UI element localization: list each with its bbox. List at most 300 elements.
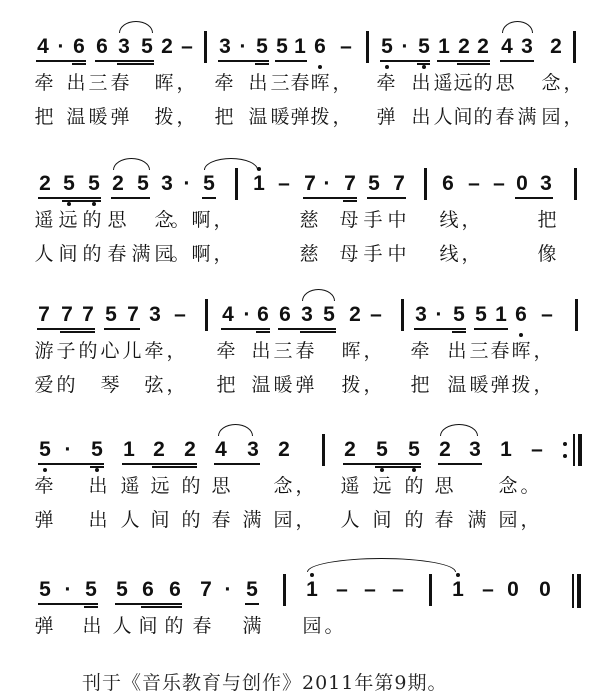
lyric-verse-1: ， [295, 475, 315, 497]
slur-arc [113, 158, 150, 170]
lyric-verse-2: 琴 [100, 374, 120, 396]
lyric-verse-1: 牵 [144, 340, 164, 362]
note-text: 7 [127, 303, 139, 326]
octave-up-dot [456, 573, 460, 577]
lyric-verse-1: 的 [404, 475, 424, 497]
lyric-verse-1: ， [563, 72, 583, 94]
beam-underline [152, 466, 197, 468]
note-text: 5 [475, 303, 487, 326]
lyric-verse-2: 满 [131, 243, 151, 265]
note-text: – [541, 303, 553, 326]
lyric-verse-1: 牵 [216, 340, 236, 362]
final-barline-thick [577, 574, 581, 608]
lyric-verse-2: 弦 [144, 374, 164, 396]
beam-underline [214, 463, 260, 465]
beam-underline [38, 463, 104, 465]
note-numeral [84, 578, 98, 602]
lyric-verse-2: 中 [387, 243, 407, 265]
lyric-verse-1: 子 [56, 340, 76, 362]
note-text: 2 [344, 438, 356, 461]
note-numeral [293, 35, 307, 59]
note-numeral [300, 303, 314, 327]
note-numeral [275, 35, 289, 59]
lyric-verse-1: 远 [372, 475, 392, 497]
note-text: 4 [215, 438, 227, 461]
lyric-verse-1: 的 [164, 615, 184, 637]
octave-down-dot [318, 65, 322, 69]
note-numeral [499, 438, 513, 462]
lyric-verse-2: 园 [273, 509, 293, 531]
note-text: – [340, 35, 352, 58]
note-numeral [136, 172, 150, 196]
dot-augmentation [61, 438, 75, 462]
lyric-verse-2: ， [213, 243, 233, 265]
beam-underline [474, 328, 508, 330]
note-text: 1 [500, 438, 512, 461]
lyric-verse-2: 的 [473, 106, 493, 128]
note-text: 6 [442, 172, 454, 195]
barline [575, 299, 578, 331]
note-text: 1 [123, 438, 135, 461]
note-numeral [72, 35, 86, 59]
note-text: 7 [393, 172, 405, 195]
lyric-verse-1: 出 [82, 615, 102, 637]
lyric-verse-1: 出 [248, 72, 268, 94]
lyric-verse-2: 弹 [110, 106, 130, 128]
lyric-verse-2: 暖 [469, 374, 489, 396]
note-text: – [493, 172, 505, 195]
note-text: 7 [61, 303, 73, 326]
lyric-verse-2: 弹 [295, 374, 315, 396]
note-numeral [278, 303, 292, 327]
note-text: 5 [116, 578, 128, 601]
lyric-verse-1: 春 [490, 340, 510, 362]
lyric-verse-2: 人 [340, 509, 360, 531]
note-numeral [322, 303, 336, 327]
note-text: 5 [381, 35, 393, 58]
note-numeral [515, 172, 529, 196]
lyric-verse-2: 线 [439, 243, 459, 265]
lyric-verse-2: 母 [339, 243, 359, 265]
note-text: 1 [495, 303, 507, 326]
dash-extension [335, 578, 349, 602]
lyric-verse-2: 出 [411, 106, 431, 128]
note-numeral [520, 35, 534, 59]
lyric-verse-1: 出 [66, 72, 86, 94]
lyric-verse-2: 满 [242, 509, 262, 531]
lyric-verse-1: 远 [150, 475, 170, 497]
note-numeral [452, 303, 466, 327]
note-numeral [277, 438, 291, 462]
lyric-verse-1: 。 [520, 475, 540, 497]
barline [429, 574, 432, 606]
note-numeral [305, 578, 319, 602]
note-text: – [336, 578, 348, 601]
lyric-verse-2: 弹 [34, 509, 54, 531]
dot-augmentation [432, 303, 446, 327]
note-text: 4 [37, 35, 49, 58]
dash-extension [180, 35, 194, 59]
note-numeral [140, 35, 154, 59]
octave-down-dot [519, 333, 523, 337]
lyric-verse-1: 晖 [310, 72, 330, 94]
lyric-verse-2: 人 [433, 106, 453, 128]
lyric-verse-1: 念 [154, 209, 174, 231]
note-text: 5 [137, 172, 149, 195]
note-text: · [183, 172, 191, 195]
note-text: · [435, 303, 443, 326]
beam-underline [122, 463, 197, 465]
slur-arc [502, 21, 533, 33]
note-text: 7 [304, 172, 316, 195]
lyric-verse-2: 弹 [290, 106, 310, 128]
lyric-verse-1: 满 [242, 615, 262, 637]
lyric-verse-1: 晖 [341, 340, 361, 362]
note-text: 3 [118, 35, 130, 58]
note-text: 5 [418, 35, 430, 58]
note-text: – [364, 578, 376, 601]
dot-augmentation [320, 172, 334, 196]
lyric-verse-1: 出 [88, 475, 108, 497]
lyric-verse-1: 线 [439, 209, 459, 231]
beam-underline [60, 331, 95, 333]
note-numeral [38, 172, 52, 196]
beam-underline [256, 331, 270, 333]
lyric-verse-1: 念 [498, 475, 518, 497]
lyric-verse-1: 的 [473, 72, 493, 94]
note-numeral [375, 438, 389, 462]
lyric-verse-2: 把 [34, 106, 54, 128]
beam-underline [115, 603, 182, 605]
lyric-verse-1: 弹 [34, 615, 54, 637]
lyric-verse-2: 慈 [299, 243, 319, 265]
dash-extension [530, 438, 544, 462]
dash-extension [369, 303, 383, 327]
note-numeral [168, 578, 182, 602]
note-text: 3 [540, 172, 552, 195]
octave-down-dot [92, 202, 96, 206]
barline [205, 299, 208, 331]
note-text: – [468, 172, 480, 195]
lyric-verse-2: 手 [363, 243, 383, 265]
lyric-verse-2: 春 [211, 509, 231, 531]
lyric-verse-2: ， [363, 374, 383, 396]
note-numeral [538, 578, 552, 602]
score-system [0, 303, 609, 403]
beam-underline [417, 63, 430, 65]
note-numeral [468, 438, 482, 462]
lyric-verse-2: 弹 [376, 106, 396, 128]
note-numeral [81, 303, 95, 327]
beam-underline [343, 200, 357, 202]
lyric-verse-2: 园 [541, 106, 561, 128]
note-numeral [37, 303, 51, 327]
note-text: · [323, 172, 331, 195]
note-numeral [183, 438, 197, 462]
beam-underline [275, 60, 307, 62]
note-text: · [401, 35, 409, 58]
note-text: 6 [169, 578, 181, 601]
note-numeral [95, 35, 109, 59]
lyric-verse-2: ， [533, 374, 553, 396]
lyric-verse-2: 间 [372, 509, 392, 531]
barline [283, 574, 286, 606]
note-text: 5 [246, 578, 258, 601]
lyric-verse-1: 把 [537, 209, 557, 231]
lyric-verse-1: ， [363, 340, 383, 362]
lyric-verse-2: 春 [495, 106, 515, 128]
lyric-verse-2: 拨 [154, 106, 174, 128]
dot-augmentation [221, 578, 235, 602]
note-numeral [115, 578, 129, 602]
slur-arc [302, 289, 335, 301]
note-numeral [36, 35, 50, 59]
lyric-verse-1: 慈 [299, 209, 319, 231]
note-numeral [303, 172, 317, 196]
lyric-verse-1: 念 [273, 475, 293, 497]
lyric-verse-2: 人 [120, 509, 140, 531]
note-text: 2 [477, 35, 489, 58]
note-numeral [152, 438, 166, 462]
note-numeral [202, 172, 216, 196]
beam-underline [104, 328, 140, 330]
note-numeral [417, 35, 431, 59]
lyric-verse-2: ， [461, 243, 481, 265]
note-text: 3 [149, 303, 161, 326]
lyric-verse-2: 像 [537, 243, 557, 265]
dot-augmentation [240, 303, 254, 327]
beam-underline [221, 328, 270, 330]
lyric-verse-1: 的 [181, 475, 201, 497]
beam-underline [72, 63, 86, 65]
note-numeral [38, 438, 52, 462]
lyric-verse-1: 三 [88, 72, 108, 94]
beam-underline [515, 197, 553, 199]
beam-underline [457, 63, 490, 65]
note-numeral [111, 172, 125, 196]
note-numeral [160, 35, 174, 59]
note-text: 3 [521, 35, 533, 58]
beam-underline [62, 200, 101, 202]
note-text: 5 [63, 172, 75, 195]
note-numeral [343, 172, 357, 196]
lyric-verse-1: 思 [107, 209, 127, 231]
note-text: · [64, 438, 72, 461]
note-text: 2 [439, 438, 451, 461]
lyric-verse-2: 把 [214, 106, 234, 128]
lyric-verse-2: 拨 [511, 374, 531, 396]
lyric-verse-1: ， [176, 72, 196, 94]
lyric-verse-1: 的 [82, 209, 102, 231]
note-numeral [252, 172, 266, 196]
octave-down-dot [95, 468, 99, 472]
score-system [0, 578, 609, 678]
note-text: 5 [408, 438, 420, 461]
note-text: 7 [200, 578, 212, 601]
lyric-verse-1: ， [461, 209, 481, 231]
lyric-verse-2: 暖 [88, 106, 108, 128]
note-numeral [500, 35, 514, 59]
lyric-verse-2: 的 [181, 509, 201, 531]
note-numeral [199, 578, 213, 602]
note-text: 5 [276, 35, 288, 58]
note-numeral [256, 303, 270, 327]
beam-underline [380, 60, 430, 62]
octave-down-dot [67, 202, 71, 206]
note-text: 6 [515, 303, 527, 326]
lyric-verse-1: ， [332, 72, 352, 94]
repeat-dot [563, 442, 567, 446]
lyric-verse-1: 三 [273, 340, 293, 362]
dash-extension [481, 578, 495, 602]
lyric-verse-2: ， [520, 509, 540, 531]
note-numeral [392, 172, 406, 196]
note-text: 6 [96, 35, 108, 58]
beam-underline [117, 63, 154, 65]
note-text: 2 [550, 35, 562, 58]
beam-underline [452, 331, 466, 333]
lyric-verse-1: 晖 [154, 72, 174, 94]
note-text: – [392, 578, 404, 601]
note-text: 1 [452, 578, 464, 601]
note-text: 7 [82, 303, 94, 326]
lyric-verse-2: 爱 [34, 374, 54, 396]
final-barline-thin [572, 574, 574, 608]
lyric-verse-2: 园 [154, 243, 174, 265]
lyric-verse-2: 人 [34, 243, 54, 265]
note-text: 1 [294, 35, 306, 58]
lyric-verse-2: 温 [248, 106, 268, 128]
beam-underline [202, 197, 216, 199]
beam-underline [218, 60, 269, 62]
note-numeral [514, 303, 528, 327]
note-numeral [117, 35, 131, 59]
dash-extension [363, 578, 377, 602]
note-numeral [246, 438, 260, 462]
slur-arc [204, 158, 258, 170]
note-text: 6 [142, 578, 154, 601]
beam-underline [95, 60, 154, 62]
beam-underline [343, 463, 421, 465]
lyric-verse-1: 。 [324, 615, 344, 637]
dot-augmentation [61, 578, 75, 602]
lyric-verse-1: 远 [58, 209, 78, 231]
beam-underline [255, 63, 269, 65]
lyric-verse-2: 把 [216, 374, 236, 396]
barline [573, 31, 576, 63]
note-numeral [474, 303, 488, 327]
dash-extension [391, 578, 405, 602]
note-numeral [255, 35, 269, 59]
note-text: 5 [323, 303, 335, 326]
note-text: 3 [469, 438, 481, 461]
lyric-verse-1: 中 [387, 209, 407, 231]
note-numeral [313, 35, 327, 59]
lyric-verse-1: 遥 [120, 475, 140, 497]
beam-underline [375, 466, 421, 468]
note-numeral [221, 303, 235, 327]
slur-arc [307, 558, 456, 572]
note-text: 2 [349, 303, 361, 326]
note-text: 2 [184, 438, 196, 461]
barline [401, 299, 404, 331]
note-numeral [438, 438, 452, 462]
lyric-verse-1: 三 [270, 72, 290, 94]
note-numeral [457, 35, 471, 59]
beam-underline [303, 197, 357, 199]
lyric-verse-2: ， [295, 509, 315, 531]
note-numeral [90, 438, 104, 462]
note-text: – [181, 35, 193, 58]
note-text: 5 [105, 303, 117, 326]
octave-down-dot [385, 65, 389, 69]
lyric-verse-1: 啊 [191, 209, 211, 231]
dot-augmentation [180, 172, 194, 196]
note-numeral [407, 438, 421, 462]
octave-down-dot [412, 468, 416, 472]
slur-arc [119, 21, 153, 33]
score-system [0, 172, 609, 272]
publication-caption: 刊于《音乐教育与创作》2011年第9期。 [82, 672, 448, 694]
repeat-barline-thin [573, 434, 575, 466]
note-text: 5 [376, 438, 388, 461]
note-text: – [531, 438, 543, 461]
lyric-verse-2: 啊 [191, 243, 211, 265]
score-system [0, 35, 609, 135]
lyric-verse-1: 牵 [214, 72, 234, 94]
beam-underline [38, 197, 101, 199]
note-text: · [64, 578, 72, 601]
lyric-verse-2: 温 [66, 106, 86, 128]
lyric-verse-1: 间 [138, 615, 158, 637]
note-text: 5 [91, 438, 103, 461]
note-numeral [437, 35, 451, 59]
lyric-verse-1: 母 [339, 209, 359, 231]
lyric-verse-2: ， [332, 106, 352, 128]
barline [235, 168, 238, 200]
note-numeral [126, 303, 140, 327]
note-text: 2 [39, 172, 51, 195]
lyric-verse-2: 满 [517, 106, 537, 128]
lyric-verse-1: 出 [251, 340, 271, 362]
lyric-verse-2: 间 [150, 509, 170, 531]
dot-augmentation [236, 35, 250, 59]
note-numeral [506, 578, 520, 602]
lyric-verse-1: 遥 [34, 209, 54, 231]
beam-underline [84, 606, 98, 608]
score-system [0, 438, 609, 538]
note-text: 5 [141, 35, 153, 58]
lyric-verse-2: 温 [447, 374, 467, 396]
beam-underline [36, 60, 86, 62]
note-text: – [174, 303, 186, 326]
repeat-dot [563, 454, 567, 458]
dash-extension [173, 303, 187, 327]
note-numeral [60, 303, 74, 327]
note-text: – [370, 303, 382, 326]
lyric-verse-2: 弹 [490, 374, 510, 396]
barline [424, 168, 427, 200]
note-text: 2 [458, 35, 470, 58]
barline [366, 31, 369, 63]
note-numeral [62, 172, 76, 196]
beam-underline [38, 603, 98, 605]
note-numeral [343, 438, 357, 462]
beam-underline [300, 331, 336, 333]
beam-underline [245, 603, 259, 605]
note-text: 6 [314, 35, 326, 58]
lyric-verse-2: ， [563, 106, 583, 128]
